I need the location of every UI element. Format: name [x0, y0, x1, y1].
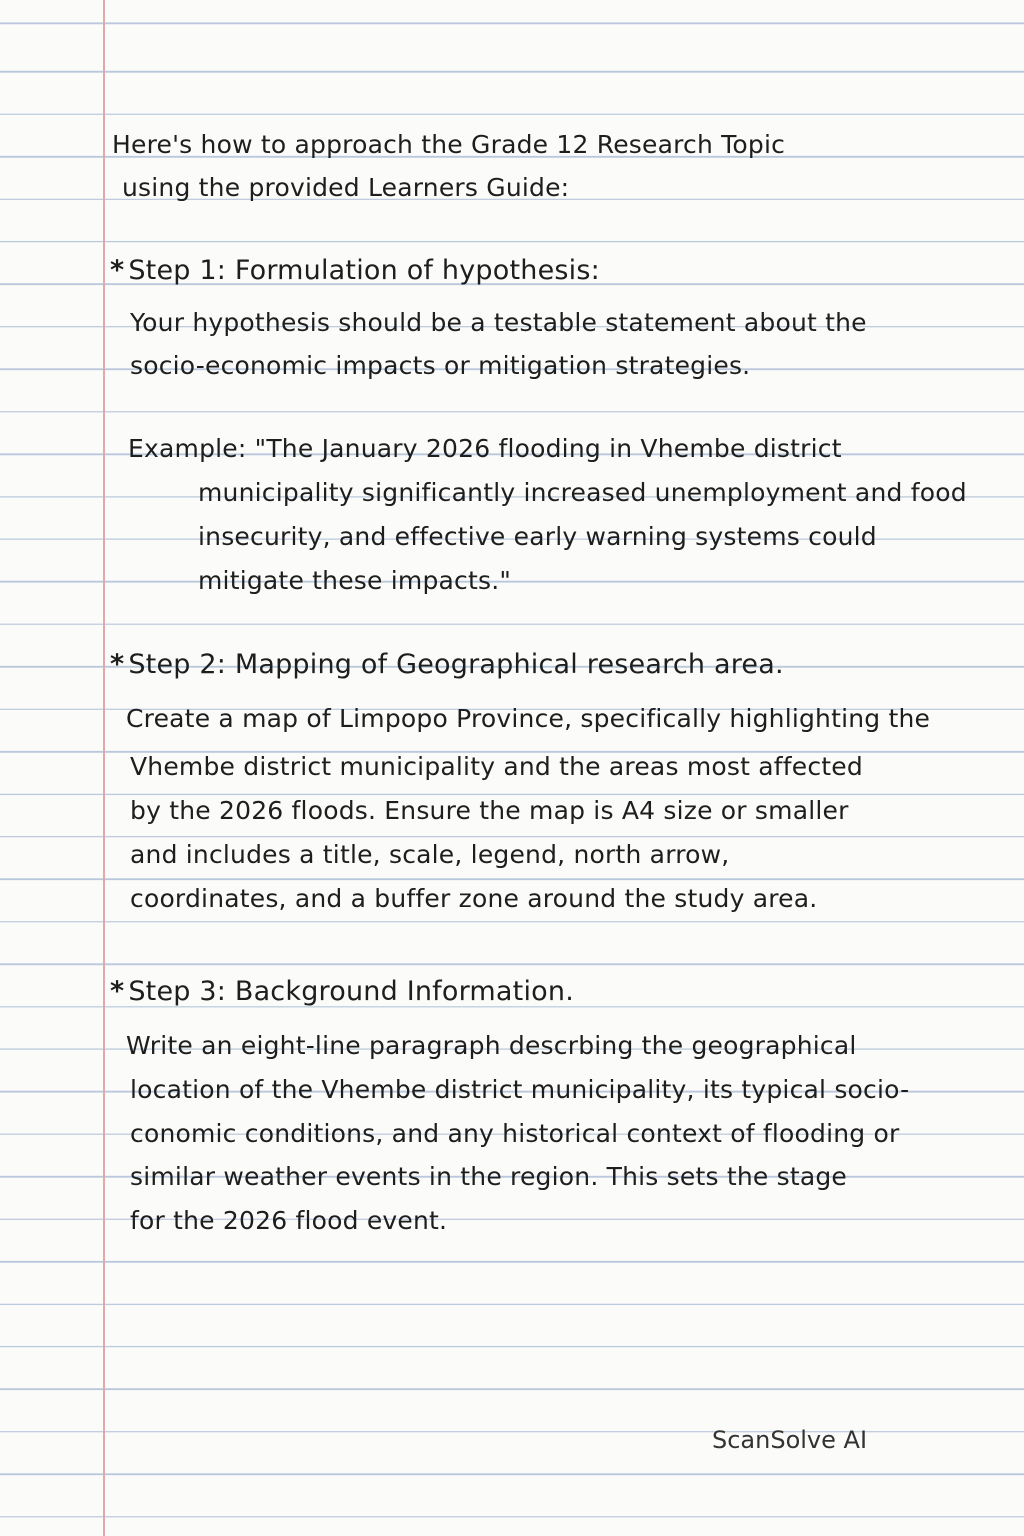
- step-1-example-line: mitigate these impacts.": [198, 566, 512, 595]
- intro-line: Here's how to approach the Grade 12 Research Topic: [112, 130, 786, 159]
- step-1-example-line: insecurity, and effective early warning systems could: [198, 522, 877, 551]
- step-2-heading: [110, 650, 784, 680]
- step-1-example-line: Example: "The January 2026 flooding in Vhembe district: [128, 434, 842, 463]
- step-1-body-line: socio-economic impacts or mitigation strategies.: [130, 351, 751, 380]
- step-3-body-line: similar weather events in the region. This sets the stage: [130, 1162, 847, 1191]
- step-3-body-line: location of the Vhembe district municipality, its typical socio-: [130, 1075, 910, 1104]
- intro-line: using the provided Learners Guide:: [122, 173, 570, 202]
- step-1-heading-text: Step 1: Formulation of hypothesis:: [128, 255, 600, 286]
- step-3-body-line: for the 2026 flood event.: [130, 1206, 448, 1235]
- step-2-body-line: coordinates, and a buffer zone around the study area.: [130, 884, 818, 913]
- margin-line: [103, 0, 105, 1536]
- step-2-body-line: Vhembe district municipality and the areas most affected: [130, 752, 863, 781]
- step-2-body-line: Create a map of Limpopo Province, specifically highlighting the: [126, 704, 931, 733]
- step-2-body-line: by the 2026 floods. Ensure the map is A4 size or smaller: [130, 796, 849, 825]
- step-2-body-line: and includes a title, scale, legend, north arrow,: [130, 840, 730, 869]
- step-1-bullet: *: [110, 255, 125, 286]
- step-3-heading-text: Step 3: Background Information.: [128, 976, 574, 1007]
- step-1-example-line: municipality significantly increased unemployment and food: [198, 478, 967, 507]
- step-1-body-line: Your hypothesis should be a testable statement about the: [130, 308, 867, 337]
- step-3-body-line: conomic conditions, and any historical context of flooding or: [130, 1119, 900, 1148]
- step-3-heading: [110, 977, 574, 1007]
- step-3-bullet: *: [110, 976, 125, 1007]
- step-2-bullet: *: [110, 649, 125, 680]
- step-1-heading: [110, 256, 600, 286]
- step-3-body-line: Write an eight-line paragraph descrbing the geographical: [126, 1031, 857, 1060]
- brand-watermark: ScanSolve AI: [712, 1426, 868, 1454]
- step-2-heading-text: Step 2: Mapping of Geographical research area.: [128, 649, 784, 680]
